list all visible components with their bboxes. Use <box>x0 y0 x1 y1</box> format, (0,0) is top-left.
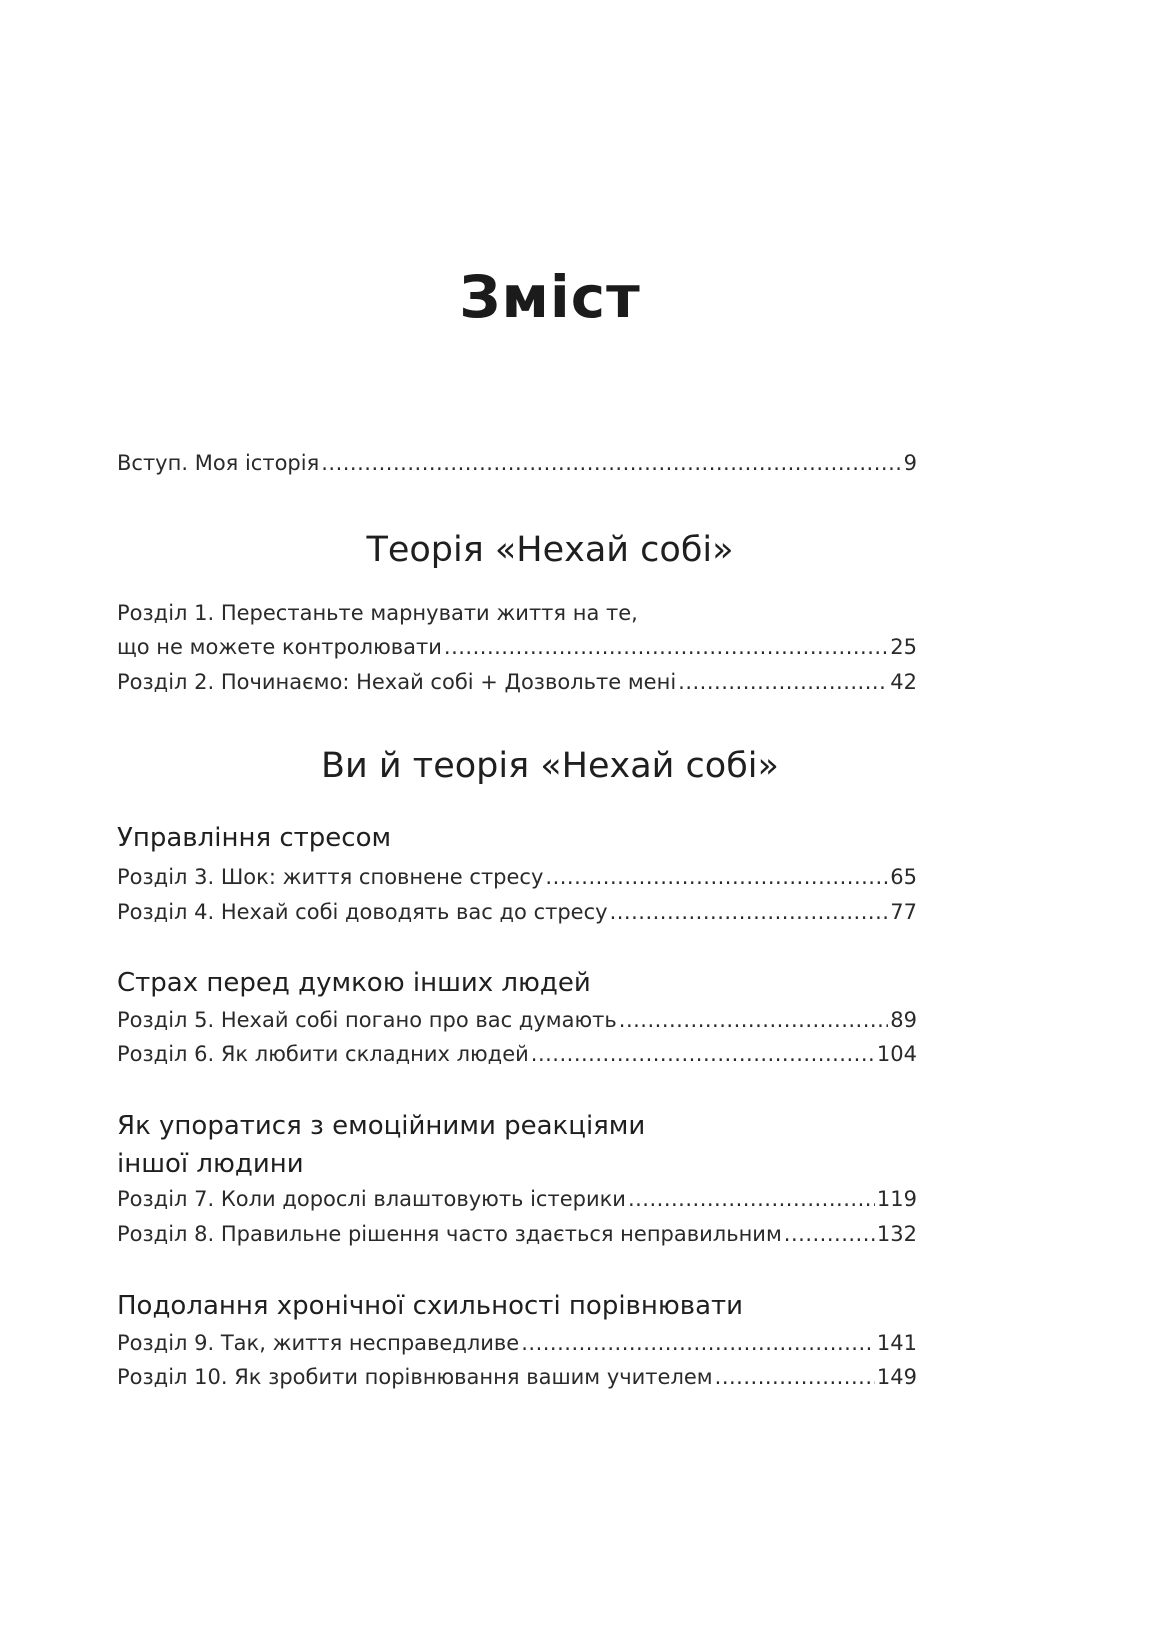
section-heading-emotions-line1: Як упоратися з емоційними реакціями <box>117 1111 646 1141</box>
toc-entry-chapter-9[interactable] <box>117 1326 917 1360</box>
dot-leader <box>610 895 889 929</box>
toc-entry-label: Вступ. Моя історія <box>117 451 320 475</box>
dot-leader <box>531 1037 875 1071</box>
toc-entry-page: 77 <box>890 900 917 924</box>
section-heading-fear: Страх перед думкою інших людей <box>117 968 591 998</box>
toc-entry-intro[interactable] <box>117 446 917 480</box>
dot-leader <box>545 860 888 894</box>
part-heading-2: Ви й теорія «Нехай собі» <box>321 746 779 786</box>
page-title: Зміст <box>459 263 641 331</box>
toc-entry-chapter-10[interactable] <box>117 1360 917 1394</box>
toc-entry-label: Розділ 3. Шок: життя сповнене стресу <box>117 865 544 889</box>
toc-entry-chapter-2[interactable] <box>117 665 917 699</box>
toc-entry-page: 141 <box>876 1331 917 1355</box>
toc-entry-chapter-7[interactable] <box>117 1182 917 1216</box>
toc-entry-chapter-4[interactable] <box>117 895 917 929</box>
toc-entry-chapter-6[interactable] <box>117 1037 917 1071</box>
toc-entry-page: 104 <box>876 1042 917 1066</box>
dot-leader <box>321 446 901 480</box>
toc-entry-label: Розділ 6. Як любити складних людей <box>117 1042 529 1066</box>
toc-entry-label: Розділ 2. Починаємо: Нехай собі + Дозвольте мені <box>117 670 677 694</box>
toc-entry-label: що не можете контролювати <box>117 635 442 659</box>
toc-entry-label: Розділ 10. Як зробити порівнювання вашим учителем <box>117 1365 713 1389</box>
toc-entry-page: 9 <box>903 451 917 475</box>
toc-entry-page: 25 <box>890 635 917 659</box>
toc-entry-page: 132 <box>876 1222 917 1246</box>
toc-entry-page: 89 <box>890 1008 917 1032</box>
dot-leader <box>444 630 888 664</box>
section-heading-comparison: Подолання хронічної схильності порівнювати <box>117 1291 744 1321</box>
toc-entry-label: Розділ 8. Правильне рішення часто здається неправильним <box>117 1222 782 1246</box>
toc-entry-chapter-3[interactable] <box>117 860 917 894</box>
toc-entry-chapter-5[interactable] <box>117 1003 917 1037</box>
toc-entry-label: Розділ 5. Нехай собі погано про вас думають <box>117 1008 617 1032</box>
toc-entry-page: 119 <box>876 1187 917 1211</box>
part-heading-1: Теорія «Нехай собі» <box>366 530 734 570</box>
toc-entry-label: Розділ 7. Коли дорослі влаштовують істерики <box>117 1187 626 1211</box>
toc-entry-chapter-1[interactable] <box>117 630 917 664</box>
dot-leader <box>521 1326 875 1360</box>
dot-leader <box>784 1217 875 1251</box>
toc-entry-chapter-8[interactable] <box>117 1217 917 1251</box>
dot-leader <box>619 1003 889 1037</box>
toc-entry-chapter-1-line1[interactable] <box>117 596 917 630</box>
toc-entry-page: 149 <box>876 1365 917 1389</box>
toc-entry-label: Розділ 9. Так, життя несправедливе <box>117 1331 520 1355</box>
dot-leader <box>628 1182 875 1216</box>
dot-leader <box>715 1360 875 1394</box>
dot-leader <box>678 665 888 699</box>
toc-entry-label: Розділ 1. Перестаньте марнувати життя на те, <box>117 601 638 625</box>
section-heading-stress: Управління стресом <box>117 823 392 853</box>
toc-entry-page: 42 <box>890 670 917 694</box>
section-heading-emotions-line2: іншої людини <box>117 1149 304 1179</box>
toc-entry-page: 65 <box>890 865 917 889</box>
toc-entry-label: Розділ 4. Нехай собі доводять вас до стресу <box>117 900 608 924</box>
